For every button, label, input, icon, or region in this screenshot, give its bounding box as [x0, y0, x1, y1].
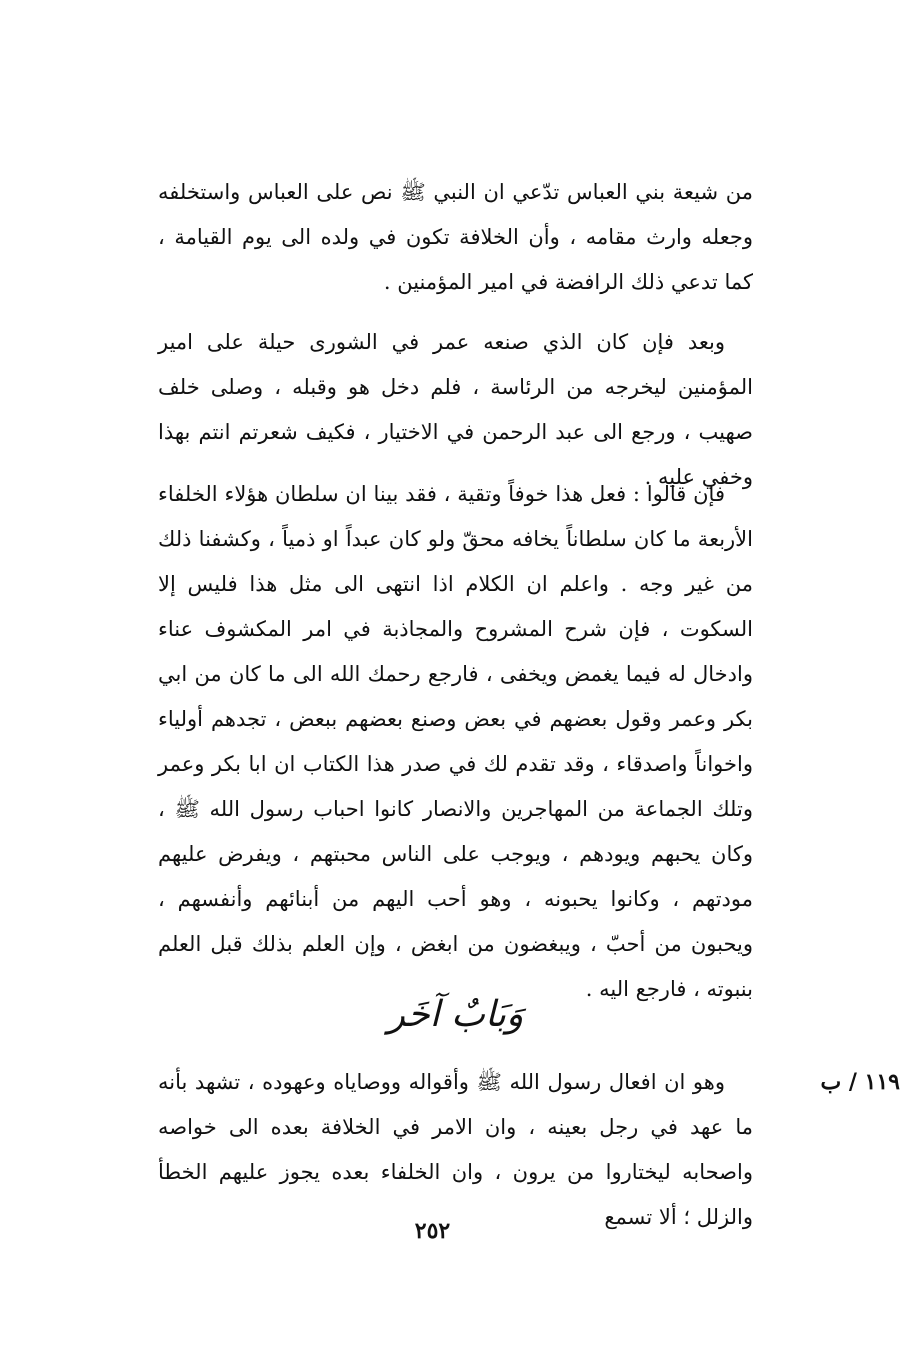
paragraph-3 [158, 472, 753, 1012]
paragraph-1 [158, 170, 753, 305]
paragraph-3-text: فإن قالوا : فعل هذا خوفاً وتقية ، فقد بينا ان سلطان هؤلاء الخلفاء الأربعة ما كان سلطاناً يخافه محقّ ولو كان عبداً او ذمياً ، وكشفنا ذلك من غير وجه . واعلم ان الكلام اذا انتهى الى مثل هذا فليس إلا السكوت ، فإن شرح المشروح والمجاذبة في امر المكشوف عناء وادخال له فيما يغمض ويخفى ، فارجع رحمك الله الى ما كان من ابي بكر وعمر وقول بعضهم في بعض وصنع بعضهم ببعض ، تجدهم أولياء واخواناً واصدقاء ، وقد تقدم لك في صدر هذا الكتاب ان ابا بكر وعمر وتلك الجماعة من المهاجرين والانصار كانوا احباب رسول الله ﷺ ، وكان يحبهم ويودهم ، ويوجب على الناس محبتهم ، ويفرض عليهم مودتهم ، وكانوا يحبونه ، وهو أحب اليهم من أبنائهم وأنفسهم ، ويحبون من أحبّ ، ويبغضون من ابغض ، وإن العلم بذلك قبل العلم بنبوته ، فارجع اليه . [158, 482, 753, 1001]
paragraph-4-text: وهو ان افعال رسول الله ﷺ وأقواله ووصاياه وعهوده ، تشهد بأنه ما عهد في رجل بعينه ، وان الامر في الخلافة بعده الى خواصه واصحابه ليختاروا من يرون ، وان الخلفاء بعده يجوز عليهم الخطأ والزلل ؛ ألا تسمع [158, 1070, 753, 1229]
paragraph-2-text: وبعد فإن كان الذي صنعه عمر في الشورى حيلة على امير المؤمنين ليخرجه من الرئاسة ، فلم دخل هو وقبله ، وصلى خلف صهيب ، ورجع الى عبد الرحمن في الاختيار ، فكيف شعرتم انتم بهذا وخفي عليه . [158, 330, 753, 489]
page-number-text: ٢٥٢ [414, 1218, 451, 1244]
paragraph-4 [158, 1060, 753, 1240]
section-title: وَبَابٌ آخَر [387, 994, 524, 1035]
margin-reference: ١١٩ / ب [820, 1069, 900, 1095]
paragraph-1-text: من شيعة بني العباس تدّعي ان النبي ﷺ نص على العباس واستخلفه وجعله وارث مقامه ، وأن الخلافة تكون في ولده الى يوم القيامة ، كما تدعي ذلك الرافضة في امير المؤمنين . [158, 180, 753, 294]
page-number [0, 1218, 913, 1244]
